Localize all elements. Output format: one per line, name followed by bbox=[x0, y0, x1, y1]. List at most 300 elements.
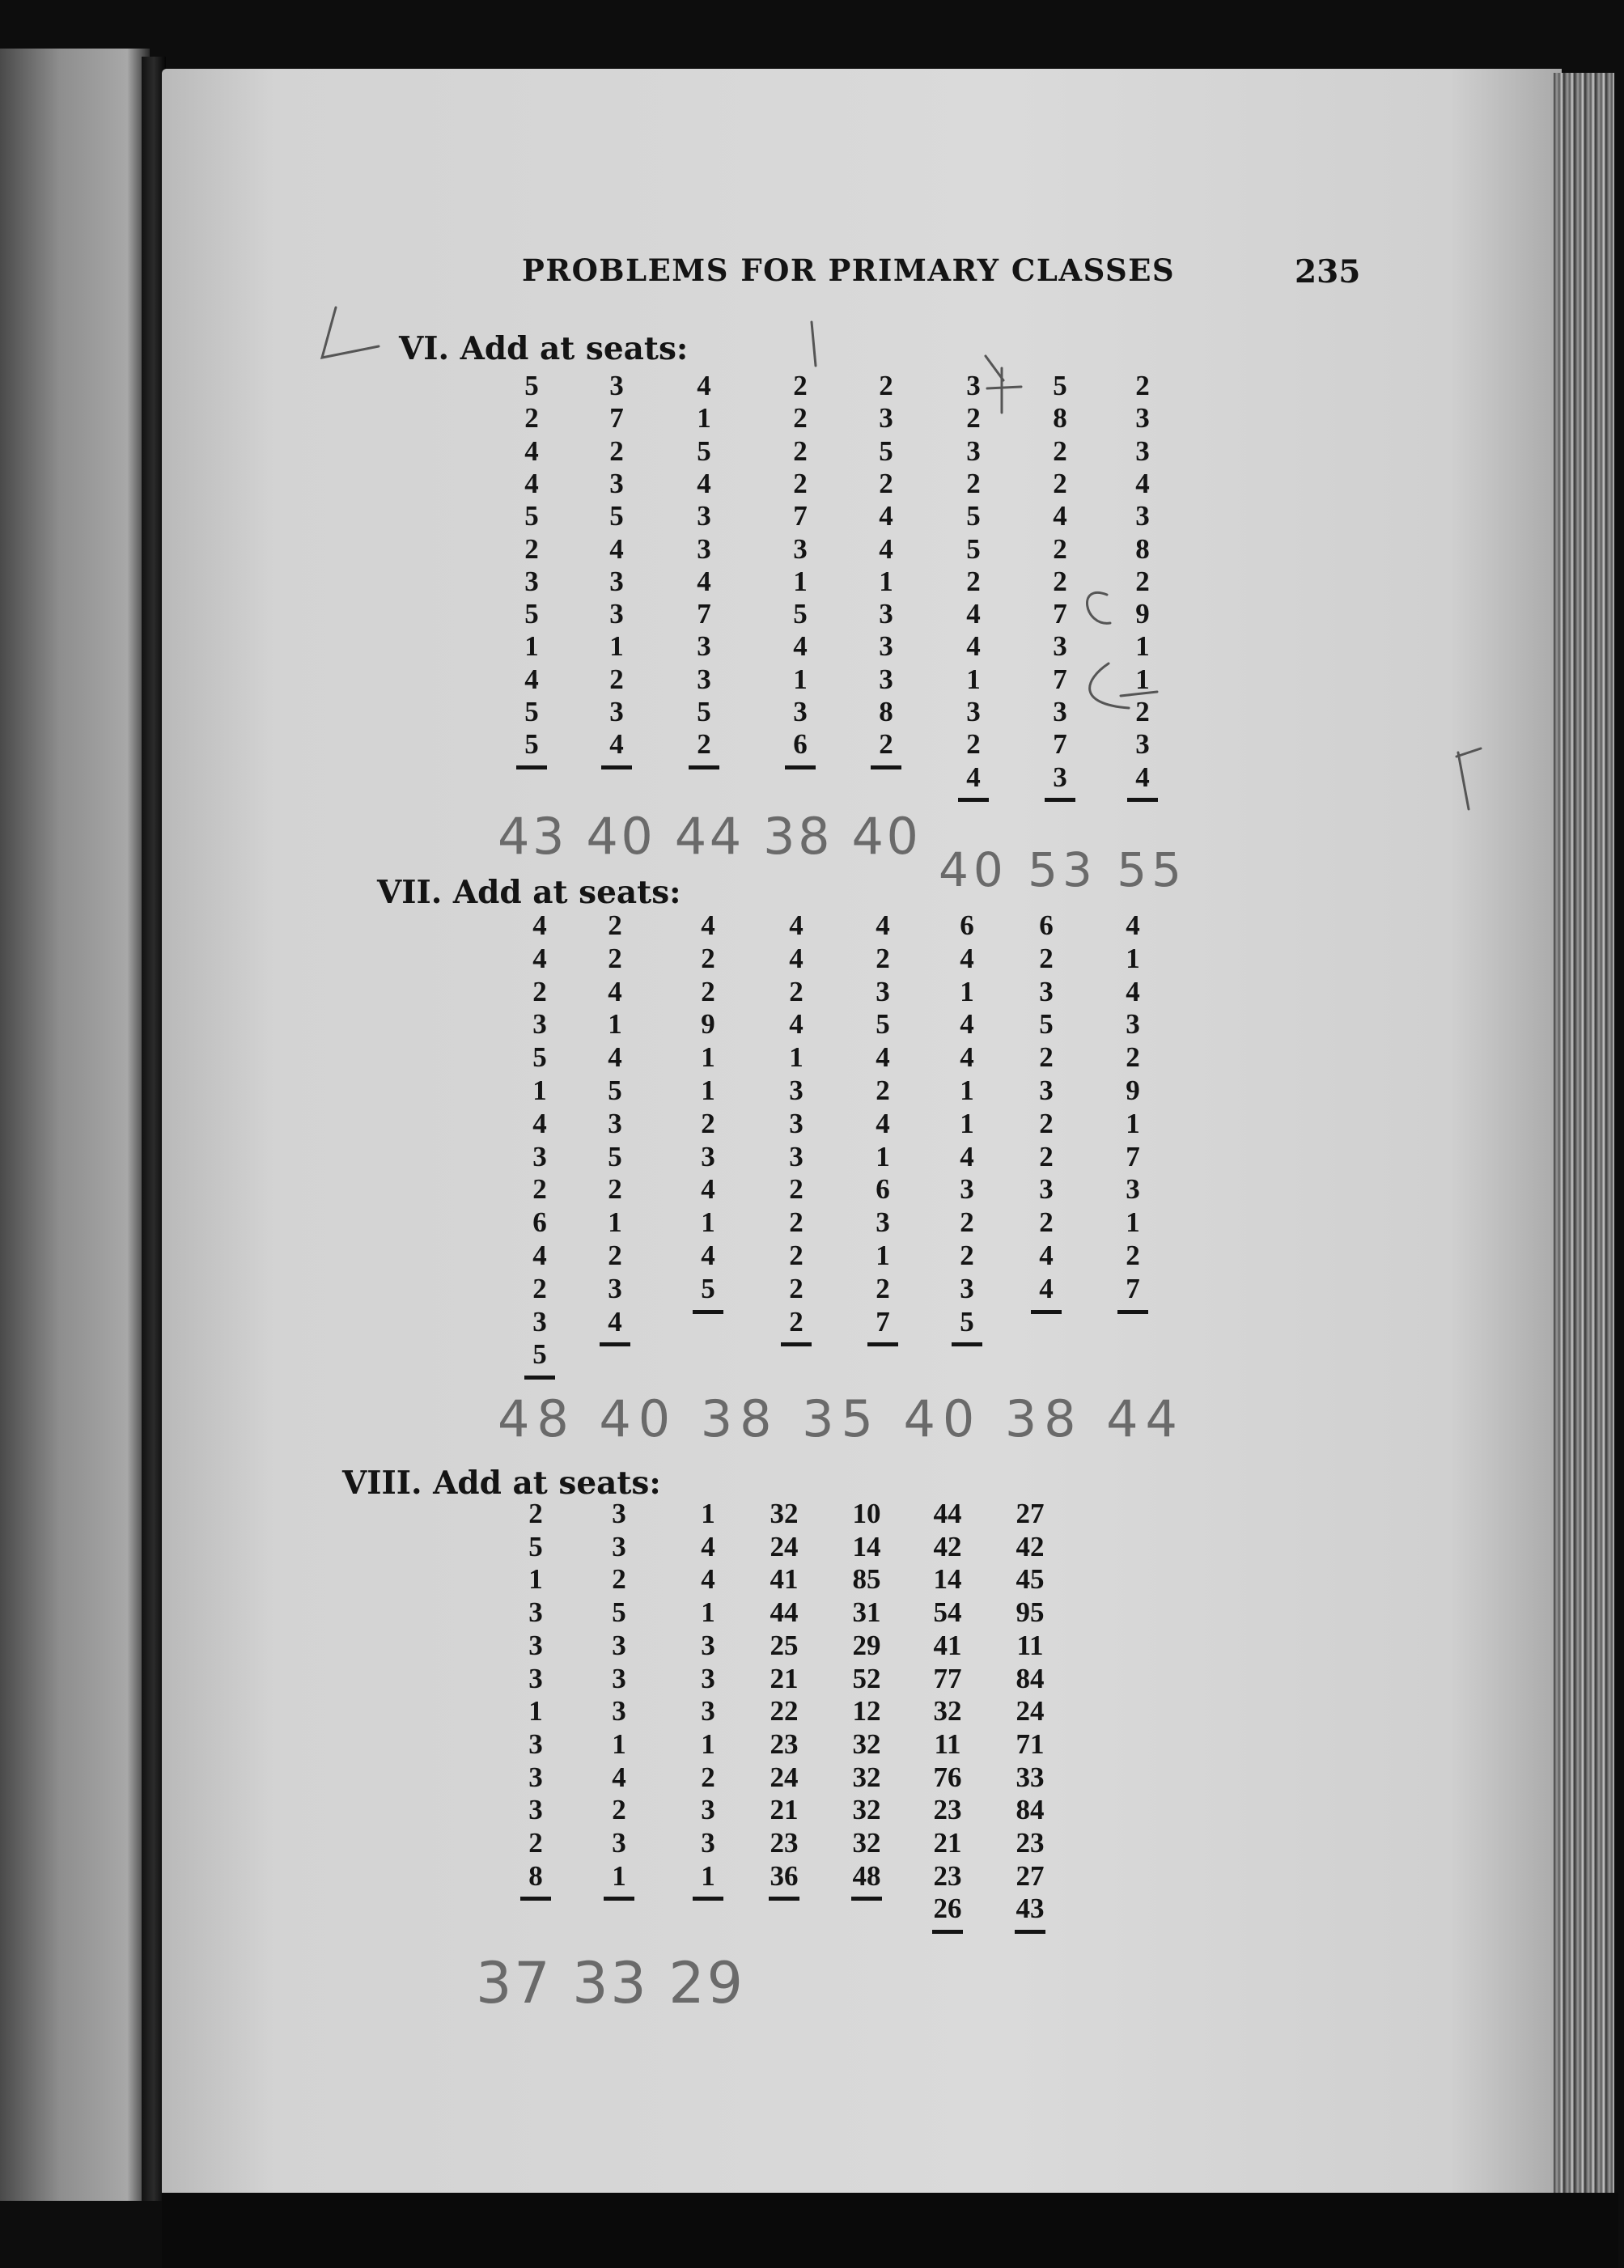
addend: 4 bbox=[789, 909, 804, 941]
sum-rule bbox=[516, 765, 547, 769]
sum-rule bbox=[1127, 798, 1158, 802]
addend: 1 bbox=[960, 1107, 974, 1139]
addend: 1 bbox=[528, 1563, 543, 1596]
addend: 4 bbox=[960, 1041, 974, 1074]
addend: 2 bbox=[1039, 1041, 1054, 1074]
addend: 4 bbox=[1135, 761, 1150, 793]
addend: 4 bbox=[960, 942, 974, 974]
sum-rule bbox=[1015, 1930, 1045, 1934]
addend: 1 bbox=[960, 975, 974, 1007]
sum-rule bbox=[932, 1930, 963, 1934]
addend: 4 bbox=[876, 1107, 890, 1139]
addend: 4 bbox=[701, 1173, 715, 1206]
addend: 2 bbox=[528, 1827, 543, 1859]
addend: 4 bbox=[701, 1563, 715, 1596]
addend: 3 bbox=[609, 696, 624, 727]
addend: 3 bbox=[528, 1794, 543, 1826]
addend: 32 bbox=[933, 1695, 962, 1727]
addend: 3 bbox=[608, 1107, 622, 1139]
sum-rule bbox=[1117, 1310, 1148, 1314]
addend: 3 bbox=[697, 532, 711, 565]
addend: 1 bbox=[608, 1206, 622, 1239]
addend: 2 bbox=[524, 402, 539, 435]
addend: 4 bbox=[609, 532, 624, 565]
addend: 3 bbox=[1135, 500, 1150, 532]
addend: 4 bbox=[960, 1008, 974, 1041]
addend: 4 bbox=[701, 909, 715, 941]
addend: 3 bbox=[701, 1629, 715, 1661]
addend: 4 bbox=[966, 630, 981, 663]
addend: 5 bbox=[608, 1075, 622, 1106]
addend: 2 bbox=[1135, 370, 1150, 401]
addend: 3 bbox=[1053, 630, 1067, 663]
addend: 5 bbox=[609, 500, 624, 532]
addend: 21 bbox=[770, 1794, 799, 1826]
addend: 2 bbox=[528, 1498, 543, 1529]
addend: 4 bbox=[1039, 1272, 1054, 1304]
addend: 12 bbox=[852, 1695, 881, 1727]
addend: 3 bbox=[1053, 761, 1067, 793]
addend: 33 bbox=[1016, 1761, 1045, 1793]
addend: 48 bbox=[852, 1859, 881, 1892]
addend: 2 bbox=[1126, 1240, 1140, 1271]
addend: 44 bbox=[933, 1498, 962, 1529]
addend: 4 bbox=[532, 1107, 547, 1139]
addend: 5 bbox=[793, 598, 808, 630]
addend: 4 bbox=[532, 909, 547, 941]
addend: 3 bbox=[1126, 1008, 1140, 1041]
addend: 5 bbox=[532, 1041, 547, 1074]
addend: 2 bbox=[1039, 1140, 1054, 1172]
addend: 21 bbox=[933, 1827, 962, 1859]
addend: 1 bbox=[701, 1859, 715, 1892]
addend: 2 bbox=[1053, 565, 1067, 597]
addend: 1 bbox=[532, 1075, 547, 1106]
addend: 2 bbox=[608, 909, 622, 941]
addend: 2 bbox=[960, 1240, 974, 1271]
addend: 3 bbox=[532, 1305, 547, 1337]
addend: 2 bbox=[966, 467, 981, 499]
addend: 2 bbox=[701, 1761, 715, 1793]
addend: 3 bbox=[701, 1827, 715, 1859]
addend: 45 bbox=[1016, 1563, 1045, 1596]
addend: 23 bbox=[770, 1827, 799, 1859]
addend: 1 bbox=[1126, 1206, 1140, 1239]
addend: 1 bbox=[701, 1498, 715, 1529]
addend: 5 bbox=[528, 1530, 543, 1562]
addend: 6 bbox=[793, 728, 808, 761]
addend: 2 bbox=[1053, 532, 1067, 565]
addend: 1 bbox=[876, 1140, 890, 1172]
addend: 5 bbox=[697, 696, 711, 727]
addend: 4 bbox=[1126, 975, 1140, 1007]
addend: 52 bbox=[852, 1662, 881, 1694]
addend: 2 bbox=[879, 728, 893, 761]
vii-handwritten-sums: 48 40 38 35 40 38 44 bbox=[498, 1389, 1177, 1448]
addend: 3 bbox=[966, 435, 981, 467]
addend: 1 bbox=[789, 1041, 804, 1074]
addend: 9 bbox=[701, 1008, 715, 1041]
addend: 2 bbox=[608, 942, 622, 974]
addend: 7 bbox=[793, 500, 808, 532]
addend: 3 bbox=[966, 370, 981, 401]
addend: 4 bbox=[789, 942, 804, 974]
addend: 4 bbox=[532, 942, 547, 974]
addend: 1 bbox=[701, 1727, 715, 1760]
addend: 4 bbox=[524, 435, 539, 467]
addend: 2 bbox=[793, 467, 808, 499]
sum-rule bbox=[524, 1376, 555, 1380]
addend: 4 bbox=[876, 1041, 890, 1074]
addend: 76 bbox=[933, 1761, 962, 1793]
addend: 4 bbox=[1126, 909, 1140, 941]
addend: 77 bbox=[933, 1662, 962, 1694]
sum-rule bbox=[520, 1897, 551, 1901]
addend: 41 bbox=[770, 1563, 799, 1596]
addend: 3 bbox=[528, 1727, 543, 1760]
addend: 54 bbox=[933, 1596, 962, 1629]
addend: 1 bbox=[528, 1695, 543, 1727]
addend: 3 bbox=[701, 1794, 715, 1826]
addend: 2 bbox=[876, 942, 890, 974]
addend: 3 bbox=[697, 663, 711, 695]
addend: 85 bbox=[852, 1563, 881, 1596]
addend: 4 bbox=[532, 1240, 547, 1271]
addend: 4 bbox=[612, 1761, 626, 1793]
addend: 6 bbox=[532, 1206, 547, 1239]
sum-rule bbox=[958, 798, 989, 802]
addend: 32 bbox=[852, 1761, 881, 1793]
addend: 4 bbox=[1135, 467, 1150, 499]
addend: 3 bbox=[612, 1629, 626, 1661]
addend: 3 bbox=[697, 630, 711, 663]
sum-rule bbox=[871, 765, 901, 769]
addend: 8 bbox=[528, 1859, 543, 1892]
addend: 2 bbox=[612, 1563, 626, 1596]
addend: 3 bbox=[876, 1206, 890, 1239]
addend: 2 bbox=[789, 1240, 804, 1271]
addend: 3 bbox=[612, 1695, 626, 1727]
section-vii-label: VII. Add at seats: bbox=[377, 874, 681, 911]
addend: 25 bbox=[770, 1629, 799, 1661]
addend: 22 bbox=[770, 1695, 799, 1727]
addend: 3 bbox=[532, 1008, 547, 1041]
addend: 5 bbox=[524, 370, 539, 401]
addend: 3 bbox=[608, 1272, 622, 1304]
addend: 2 bbox=[966, 402, 981, 435]
sum-rule bbox=[693, 1310, 723, 1314]
addend: 2 bbox=[701, 1107, 715, 1139]
addend: 2 bbox=[1126, 1041, 1140, 1074]
addend: 3 bbox=[528, 1662, 543, 1694]
addend: 1 bbox=[524, 630, 539, 663]
addend: 2 bbox=[966, 728, 981, 761]
addend: 3 bbox=[879, 630, 893, 663]
vi-handwritten-sums-left: 43 40 44 38 40 bbox=[498, 807, 918, 866]
addend: 2 bbox=[701, 975, 715, 1007]
addend: 1 bbox=[1135, 630, 1150, 663]
addend: 2 bbox=[789, 1272, 804, 1304]
addend: 4 bbox=[960, 1140, 974, 1172]
running-header: PROBLEMS FOR PRIMARY CLASSES bbox=[522, 252, 1176, 288]
addend: 4 bbox=[1053, 500, 1067, 532]
addend: 5 bbox=[524, 696, 539, 727]
addend: 3 bbox=[789, 1107, 804, 1139]
sum-rule bbox=[601, 765, 632, 769]
addend: 3 bbox=[612, 1662, 626, 1694]
addend: 71 bbox=[1016, 1727, 1045, 1760]
addend: 7 bbox=[609, 402, 624, 435]
addend: 3 bbox=[1126, 1173, 1140, 1206]
addend: 3 bbox=[532, 1140, 547, 1172]
addend: 44 bbox=[770, 1596, 799, 1629]
addend: 14 bbox=[852, 1530, 881, 1562]
addend: 3 bbox=[528, 1629, 543, 1661]
sum-rule bbox=[785, 765, 816, 769]
addend: 2 bbox=[789, 1173, 804, 1206]
addend: 23 bbox=[933, 1794, 962, 1826]
addend: 7 bbox=[1126, 1272, 1140, 1304]
addend: 1 bbox=[966, 663, 981, 695]
addend: 41 bbox=[933, 1629, 962, 1661]
addend: 2 bbox=[960, 1206, 974, 1239]
addend: 32 bbox=[852, 1727, 881, 1760]
addend: 3 bbox=[789, 1140, 804, 1172]
addend: 7 bbox=[1053, 728, 1067, 761]
addend: 1 bbox=[697, 402, 711, 435]
addend: 1 bbox=[609, 630, 624, 663]
addend: 8 bbox=[1053, 402, 1067, 435]
addend: 5 bbox=[701, 1272, 715, 1304]
addend: 4 bbox=[966, 598, 981, 630]
viii-handwritten-sums: 37 33 29 bbox=[476, 1950, 743, 2016]
addend: 1 bbox=[608, 1008, 622, 1041]
addend: 3 bbox=[697, 500, 711, 532]
sum-rule bbox=[851, 1897, 882, 1901]
section-viii-label: VIII. Add at seats: bbox=[342, 1465, 661, 1502]
addend: 1 bbox=[701, 1206, 715, 1239]
addend: 5 bbox=[876, 1008, 890, 1041]
addend: 24 bbox=[770, 1530, 799, 1562]
addend: 21 bbox=[770, 1662, 799, 1694]
addend: 2 bbox=[793, 402, 808, 435]
addend: 4 bbox=[697, 370, 711, 401]
addend: 32 bbox=[852, 1794, 881, 1826]
addend: 3 bbox=[1053, 696, 1067, 727]
addend: 27 bbox=[1016, 1498, 1045, 1529]
addend: 3 bbox=[524, 565, 539, 597]
addend: 36 bbox=[770, 1859, 799, 1892]
addend: 5 bbox=[1053, 370, 1067, 401]
addend: 1 bbox=[612, 1859, 626, 1892]
addend: 23 bbox=[770, 1727, 799, 1760]
addend: 5 bbox=[1039, 1008, 1054, 1041]
addend: 1 bbox=[1135, 663, 1150, 695]
addend: 3 bbox=[701, 1140, 715, 1172]
addend: 6 bbox=[960, 909, 974, 941]
addend: 5 bbox=[524, 598, 539, 630]
addend: 7 bbox=[1126, 1140, 1140, 1172]
addend: 3 bbox=[879, 598, 893, 630]
page-stack-edges bbox=[1554, 73, 1614, 2193]
addend: 4 bbox=[966, 761, 981, 793]
addend: 2 bbox=[1053, 435, 1067, 467]
addend: 43 bbox=[1016, 1893, 1045, 1925]
addend: 3 bbox=[876, 975, 890, 1007]
addend: 4 bbox=[876, 909, 890, 941]
addend: 5 bbox=[612, 1596, 626, 1629]
addend: 1 bbox=[701, 1041, 715, 1074]
addend: 4 bbox=[793, 630, 808, 663]
addend: 6 bbox=[876, 1173, 890, 1206]
addend: 3 bbox=[793, 532, 808, 565]
addend: 2 bbox=[532, 975, 547, 1007]
addend: 2 bbox=[879, 467, 893, 499]
addend: 5 bbox=[697, 435, 711, 467]
vi-handwritten-sums-right: 40 53 55 bbox=[939, 842, 1181, 897]
addend: 24 bbox=[1016, 1695, 1045, 1727]
addend: 4 bbox=[608, 1305, 622, 1337]
addend: 3 bbox=[528, 1761, 543, 1793]
sum-rule bbox=[952, 1342, 982, 1346]
addend: 3 bbox=[528, 1596, 543, 1629]
sum-rule bbox=[867, 1342, 898, 1346]
addend: 3 bbox=[1135, 728, 1150, 761]
addend: 3 bbox=[701, 1695, 715, 1727]
addend: 11 bbox=[1016, 1629, 1044, 1661]
addend: 2 bbox=[532, 1272, 547, 1304]
addend: 3 bbox=[612, 1498, 626, 1529]
addend: 3 bbox=[966, 696, 981, 727]
addend: 84 bbox=[1016, 1794, 1045, 1826]
addend: 31 bbox=[852, 1596, 881, 1629]
addend: 2 bbox=[793, 435, 808, 467]
addend: 4 bbox=[701, 1240, 715, 1271]
addend: 24 bbox=[770, 1761, 799, 1793]
addend: 2 bbox=[876, 1075, 890, 1106]
sum-rule bbox=[600, 1342, 630, 1346]
addend: 2 bbox=[1135, 696, 1150, 727]
addend: 3 bbox=[612, 1530, 626, 1562]
addend: 1 bbox=[612, 1727, 626, 1760]
addend: 2 bbox=[1039, 942, 1054, 974]
addend: 3 bbox=[789, 1075, 804, 1106]
addend: 23 bbox=[1016, 1827, 1045, 1859]
addend: 1 bbox=[1126, 942, 1140, 974]
addend: 95 bbox=[1016, 1596, 1045, 1629]
addend: 3 bbox=[1135, 435, 1150, 467]
addend: 11 bbox=[934, 1727, 961, 1760]
addend: 9 bbox=[1135, 598, 1150, 630]
sum-rule bbox=[604, 1897, 634, 1901]
sum-rule bbox=[1031, 1310, 1062, 1314]
addend: 2 bbox=[701, 942, 715, 974]
addend: 2 bbox=[608, 1240, 622, 1271]
sum-rule bbox=[689, 765, 719, 769]
addend: 23 bbox=[933, 1859, 962, 1892]
addend: 2 bbox=[608, 1173, 622, 1206]
addend: 4 bbox=[524, 663, 539, 695]
addend: 2 bbox=[612, 1794, 626, 1826]
addend: 1 bbox=[879, 565, 893, 597]
addend: 2 bbox=[609, 435, 624, 467]
addend: 2 bbox=[1053, 467, 1067, 499]
addend: 2 bbox=[789, 1206, 804, 1239]
addend: 2 bbox=[789, 1305, 804, 1337]
addend: 4 bbox=[789, 1008, 804, 1041]
addend: 3 bbox=[1039, 975, 1054, 1007]
addend: 5 bbox=[524, 728, 539, 761]
addend: 3 bbox=[879, 663, 893, 695]
page-number: 235 bbox=[1295, 253, 1361, 290]
addend: 3 bbox=[960, 1272, 974, 1304]
facing-page-edge bbox=[0, 49, 150, 2201]
sum-rule bbox=[693, 1897, 723, 1901]
addend: 2 bbox=[1039, 1107, 1054, 1139]
addend: 4 bbox=[608, 975, 622, 1007]
addend: 3 bbox=[609, 598, 624, 630]
addend: 6 bbox=[1039, 909, 1054, 941]
addend: 3 bbox=[609, 370, 624, 401]
addend: 2 bbox=[697, 728, 711, 761]
sum-rule bbox=[781, 1342, 812, 1346]
addend: 14 bbox=[933, 1563, 962, 1596]
addend: 3 bbox=[879, 402, 893, 435]
sum-rule bbox=[769, 1897, 799, 1901]
addend: 4 bbox=[524, 467, 539, 499]
addend: 3 bbox=[1039, 1075, 1054, 1106]
addend: 42 bbox=[933, 1530, 962, 1562]
addend: 84 bbox=[1016, 1662, 1045, 1694]
addend: 2 bbox=[793, 370, 808, 401]
addend: 3 bbox=[960, 1173, 974, 1206]
addend: 2 bbox=[966, 565, 981, 597]
addend: 2 bbox=[879, 370, 893, 401]
addend: 4 bbox=[608, 1041, 622, 1074]
addend: 3 bbox=[609, 565, 624, 597]
addend: 27 bbox=[1016, 1859, 1045, 1892]
addend: 8 bbox=[879, 696, 893, 727]
addend: 4 bbox=[609, 728, 624, 761]
addend: 3 bbox=[1039, 1173, 1054, 1206]
addend: 1 bbox=[701, 1596, 715, 1629]
addend: 26 bbox=[933, 1893, 962, 1925]
addend: 32 bbox=[852, 1827, 881, 1859]
addend: 4 bbox=[701, 1530, 715, 1562]
addend: 5 bbox=[879, 435, 893, 467]
addend: 5 bbox=[524, 500, 539, 532]
addend: 29 bbox=[852, 1629, 881, 1661]
addend: 1 bbox=[960, 1075, 974, 1106]
addend: 1 bbox=[876, 1240, 890, 1271]
addend: 4 bbox=[1039, 1240, 1054, 1271]
addend: 1 bbox=[1126, 1107, 1140, 1139]
addend: 7 bbox=[876, 1305, 890, 1337]
addend: 3 bbox=[793, 696, 808, 727]
addend: 2 bbox=[789, 975, 804, 1007]
addend: 32 bbox=[770, 1498, 799, 1529]
addend: 3 bbox=[701, 1662, 715, 1694]
addend: 5 bbox=[966, 500, 981, 532]
addend: 5 bbox=[966, 532, 981, 565]
addend: 4 bbox=[697, 565, 711, 597]
addend: 2 bbox=[1135, 565, 1150, 597]
addend: 1 bbox=[701, 1075, 715, 1106]
addend: 2 bbox=[609, 663, 624, 695]
addend: 7 bbox=[697, 598, 711, 630]
addend: 7 bbox=[1053, 598, 1067, 630]
addend: 42 bbox=[1016, 1530, 1045, 1562]
